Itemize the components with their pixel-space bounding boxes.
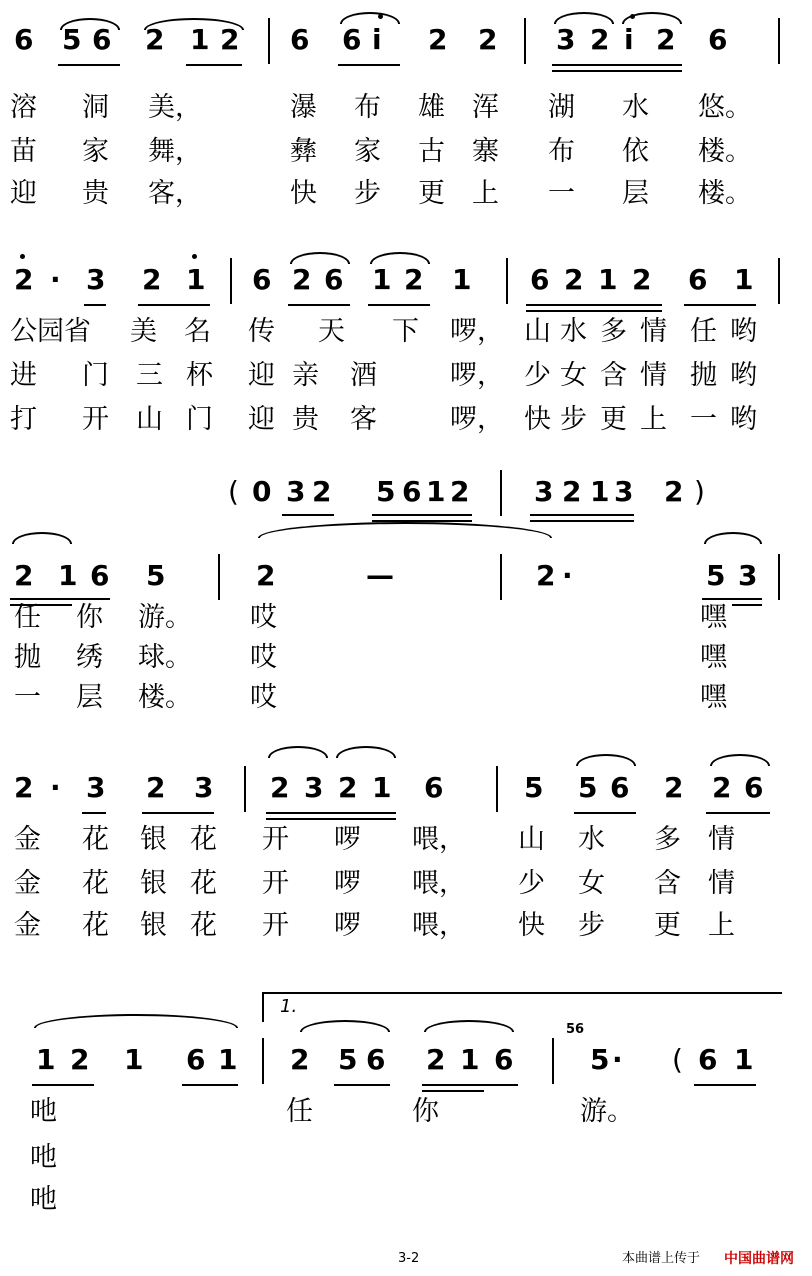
lyric-syllable: 你 xyxy=(412,1096,439,1127)
lyric-line xyxy=(0,310,812,354)
note: 2 xyxy=(290,1043,310,1076)
note: 2 xyxy=(70,1043,90,1076)
lyric-syllable: 迎 xyxy=(10,178,37,209)
score-row-1 xyxy=(0,0,812,60)
paren: ( xyxy=(672,1043,683,1076)
lyric-syllable: 嘿 xyxy=(700,642,727,673)
slur xyxy=(34,1014,238,1028)
lyric-syllable: 家 xyxy=(354,136,381,167)
lyric-syllable: 银 xyxy=(140,910,167,941)
note: 1 xyxy=(426,475,446,508)
lyric-syllable: 开 xyxy=(262,824,289,855)
paren: ) xyxy=(694,475,705,508)
note: 2 xyxy=(656,23,676,56)
lyric-syllable: 花 xyxy=(190,824,217,855)
lyric-syllable: 楼。 xyxy=(698,178,752,209)
underline xyxy=(422,1084,518,1086)
lyric-syllable: 哟 xyxy=(730,360,757,391)
lyric-line xyxy=(0,676,812,720)
lyric-syllable: 一 xyxy=(548,178,575,209)
lyric-syllable: 花 xyxy=(190,910,217,941)
note: 6 xyxy=(92,23,112,56)
note: 3 xyxy=(86,263,106,296)
lyric-syllable: 传 xyxy=(248,316,275,347)
note: 0 xyxy=(252,475,272,508)
lyric-syllable: 快 xyxy=(290,178,317,209)
note: 2 xyxy=(590,23,610,56)
lyric-line xyxy=(0,130,812,174)
lyric-line xyxy=(0,862,812,906)
note: 5 xyxy=(706,559,726,592)
lyric-syllable: 任 xyxy=(690,316,717,347)
lyric-line xyxy=(0,172,812,216)
lyric-syllable: 金 xyxy=(14,910,41,941)
lyric-syllable: 苗 xyxy=(10,136,37,167)
note: 1 xyxy=(734,1043,754,1076)
lyric-syllable: 舞， xyxy=(148,136,202,167)
score-row-5 xyxy=(0,1020,812,1080)
lyric-syllable: 山 xyxy=(524,316,551,347)
slur xyxy=(336,746,396,758)
lyric-syllable: 啰 xyxy=(334,824,361,855)
note: 2 xyxy=(142,263,162,296)
barline xyxy=(218,554,220,600)
note: 3 xyxy=(556,23,576,56)
slur xyxy=(268,746,328,758)
lyric-syllable: 喂， xyxy=(412,824,466,855)
lyric-syllable: 洞 xyxy=(82,92,109,123)
note: 1 xyxy=(124,1043,144,1076)
note: 5 xyxy=(524,771,544,804)
lyric-syllable: 多 xyxy=(600,316,627,347)
lyric-syllable: 啰 xyxy=(334,910,361,941)
lyric-syllable: 任 xyxy=(286,1096,313,1127)
lyric-syllable: 情 xyxy=(708,824,735,855)
note: 2 xyxy=(145,23,165,56)
volta-bracket-edge xyxy=(262,992,264,1022)
note: 6 xyxy=(366,1043,386,1076)
note: 6 xyxy=(688,263,708,296)
lyric-syllable: 少 xyxy=(518,868,545,899)
lyric-syllable: 哟 xyxy=(730,316,757,347)
note: 2 xyxy=(564,263,584,296)
lyric-syllable: 家 xyxy=(82,136,109,167)
slur xyxy=(340,12,400,24)
note: 1 xyxy=(218,1043,238,1076)
note: 6 xyxy=(186,1043,206,1076)
lyric-syllable: 抛 xyxy=(14,642,41,673)
lyric-syllable: 快 xyxy=(518,910,545,941)
lyric-syllable: 女 xyxy=(578,868,605,899)
lyric-syllable: 快 xyxy=(524,404,551,435)
note: · xyxy=(562,559,573,592)
note: 2 xyxy=(270,771,290,804)
lyric-syllable: 吔 xyxy=(30,1142,57,1173)
note: 1 xyxy=(372,263,392,296)
underline xyxy=(186,64,242,66)
underline xyxy=(182,1084,238,1086)
grace-notes: 56 xyxy=(566,1022,585,1037)
note: 2 xyxy=(220,23,240,56)
lyric-syllable: 酒 xyxy=(350,360,377,391)
note: 6 xyxy=(424,771,444,804)
underline xyxy=(282,514,334,516)
lyric-syllable: 亲 xyxy=(292,360,319,391)
note: 5 xyxy=(146,559,166,592)
note: 6 xyxy=(698,1043,718,1076)
note: · xyxy=(50,263,61,296)
underline xyxy=(338,64,400,66)
lyric-syllable: 哎 xyxy=(250,682,277,713)
lyric-syllable: 上 xyxy=(472,178,499,209)
lyric-syllable: 浑 xyxy=(472,92,499,123)
underline xyxy=(552,64,682,66)
lyric-syllable: 溶 xyxy=(10,92,37,123)
lyric-syllable: 名 xyxy=(184,316,211,347)
lyric-syllable: 彝 xyxy=(290,136,317,167)
lyric-syllable: 贵 xyxy=(82,178,109,209)
lyric-syllable: 含 xyxy=(654,868,681,899)
underline xyxy=(32,1084,94,1086)
barline xyxy=(524,18,526,64)
lyric-syllable: 金 xyxy=(14,824,41,855)
note: 2 xyxy=(338,771,358,804)
note: 6 xyxy=(708,23,728,56)
score-row-4 xyxy=(0,748,812,808)
note: 2 xyxy=(664,771,684,804)
slur xyxy=(424,1020,514,1032)
lyric-syllable: 寨 xyxy=(472,136,499,167)
underline xyxy=(142,812,214,814)
note: 3 xyxy=(194,771,214,804)
note: 2 xyxy=(536,559,556,592)
lyric-syllable: 步 xyxy=(354,178,381,209)
high-octave-dot xyxy=(192,254,197,259)
lyric-syllable: 喂， xyxy=(412,868,466,899)
underline xyxy=(530,520,634,522)
note: 6 xyxy=(252,263,272,296)
lyric-syllable: 金 xyxy=(14,868,41,899)
site-logo: 中国曲谱网 xyxy=(724,1251,794,1267)
lyric-syllable: 上 xyxy=(708,910,735,941)
barline xyxy=(262,1038,264,1084)
note: 3 xyxy=(286,475,306,508)
note: 2 xyxy=(256,559,276,592)
note: 6 xyxy=(610,771,630,804)
lyric-syllable: 三 xyxy=(136,360,163,391)
slur xyxy=(554,12,614,24)
lyric-syllable: 楼。 xyxy=(138,682,192,713)
slur xyxy=(370,252,430,264)
note: 5 xyxy=(590,1043,610,1076)
note: 2 xyxy=(146,771,166,804)
lyric-line xyxy=(0,398,812,442)
note: 2 xyxy=(14,771,34,804)
lyric-syllable: 打 xyxy=(10,404,37,435)
note: 6 xyxy=(14,23,34,56)
lyric-syllable: 水 xyxy=(560,316,587,347)
lyric-syllable: 山 xyxy=(518,824,545,855)
note: 2 xyxy=(664,475,684,508)
slur xyxy=(576,754,636,766)
underline xyxy=(706,812,770,814)
note: 2 xyxy=(632,263,652,296)
note: 1 xyxy=(36,1043,56,1076)
note: 3 xyxy=(534,475,554,508)
lyric-syllable: 步 xyxy=(560,404,587,435)
score-row-3 xyxy=(0,536,812,596)
note: 2 xyxy=(14,263,34,296)
lyric-syllable: 哎 xyxy=(250,642,277,673)
slur xyxy=(300,1020,390,1032)
underline xyxy=(684,304,756,306)
note: 6 xyxy=(90,559,110,592)
note: i xyxy=(372,23,382,56)
lyric-syllable: 情 xyxy=(640,360,667,391)
underline xyxy=(574,812,636,814)
high-octave-dot xyxy=(20,254,25,259)
volta-number: 1. xyxy=(280,996,298,1017)
lyric-syllable: 步 xyxy=(578,910,605,941)
note: 2 xyxy=(712,771,732,804)
note: 1 xyxy=(372,771,392,804)
lyric-syllable: 抛 xyxy=(690,360,717,391)
note: 6 xyxy=(324,263,344,296)
lyric-syllable: 水 xyxy=(578,824,605,855)
lyric-syllable: 美， xyxy=(148,92,202,123)
lyric-line xyxy=(0,636,812,680)
lyric-syllable: 吔 xyxy=(30,1184,57,1215)
underline xyxy=(84,304,106,306)
note: 2 xyxy=(450,475,470,508)
lyric-syllable: 嘿 xyxy=(700,682,727,713)
note: 1 xyxy=(590,475,610,508)
underline xyxy=(372,514,472,516)
lyric-syllable: 情 xyxy=(640,316,667,347)
note: 1 xyxy=(452,263,472,296)
lyric-line xyxy=(0,354,812,398)
barline xyxy=(230,258,232,304)
lyric-syllable: 哎 xyxy=(250,602,277,633)
note: 2 xyxy=(312,475,332,508)
lyric-syllable: 更 xyxy=(654,910,681,941)
lyric-syllable: 少 xyxy=(524,360,551,391)
note: 2 xyxy=(478,23,498,56)
volta-bracket xyxy=(262,992,782,994)
note: 6 xyxy=(402,475,422,508)
lyric-line xyxy=(0,904,812,948)
note: 1 xyxy=(186,263,206,296)
underline xyxy=(552,70,682,72)
barline xyxy=(778,18,780,64)
slur xyxy=(12,532,72,544)
slur xyxy=(258,522,552,538)
lyric-syllable: 雄 xyxy=(418,92,445,123)
lyric-syllable: 情 xyxy=(708,868,735,899)
lyric-syllable: 层 xyxy=(76,682,103,713)
lyric-syllable: 球。 xyxy=(138,642,192,673)
note: 2 xyxy=(562,475,582,508)
note: 6 xyxy=(494,1043,514,1076)
underline xyxy=(288,304,350,306)
lyric-syllable: 门 xyxy=(82,360,109,391)
lyric-syllable: 依 xyxy=(622,136,649,167)
note: 6 xyxy=(342,23,362,56)
note: 3 xyxy=(738,559,758,592)
lyric-syllable: 布 xyxy=(548,136,575,167)
underline xyxy=(266,812,396,814)
lyric-syllable: 啰， xyxy=(450,316,504,347)
note: 2 xyxy=(426,1043,446,1076)
note: — xyxy=(366,559,394,592)
barline xyxy=(552,1038,554,1084)
lyric-syllable: 古 xyxy=(418,136,445,167)
lyric-syllable: 湖 xyxy=(548,92,575,123)
lyric-syllable: 绣 xyxy=(76,642,103,673)
page-number: 3-2 xyxy=(398,1251,420,1266)
slur xyxy=(710,754,770,766)
lyric-syllable: 公园省 xyxy=(10,316,91,347)
underline xyxy=(368,304,430,306)
note: · xyxy=(612,1043,623,1076)
lyric-syllable: 花 xyxy=(190,868,217,899)
note: 6 xyxy=(744,771,764,804)
lyric-syllable: 任 xyxy=(14,602,41,633)
underline xyxy=(334,1084,390,1086)
underline xyxy=(138,304,210,306)
underline xyxy=(82,812,106,814)
barline xyxy=(244,766,246,812)
lyric-syllable: 女 xyxy=(560,360,587,391)
lyric-syllable: 喂， xyxy=(412,910,466,941)
lyric-syllable: 上 xyxy=(640,404,667,435)
lyric-syllable: 含 xyxy=(600,360,627,391)
note: 5 xyxy=(376,475,396,508)
slur xyxy=(290,252,350,264)
note: 2 xyxy=(14,559,34,592)
lyric-syllable: 银 xyxy=(140,868,167,899)
lyric-syllable: 多 xyxy=(654,824,681,855)
lyric-syllable: 进 xyxy=(10,360,37,391)
paren: ( xyxy=(228,475,239,508)
lyric-syllable: 客， xyxy=(148,178,202,209)
lyric-syllable: 杯 xyxy=(186,360,213,391)
barline xyxy=(778,554,780,600)
lyric-syllable: 布 xyxy=(354,92,381,123)
note: 1 xyxy=(190,23,210,56)
note: 2 xyxy=(292,263,312,296)
lyric-syllable: 一 xyxy=(14,682,41,713)
note: 1 xyxy=(734,263,754,296)
barline xyxy=(500,554,502,600)
note: 5 xyxy=(578,771,598,804)
note: 2 xyxy=(428,23,448,56)
lyric-syllable: 你 xyxy=(76,602,103,633)
note: 3 xyxy=(304,771,324,804)
note: i xyxy=(624,23,634,56)
lyric-syllable: 层 xyxy=(622,178,649,209)
underline xyxy=(694,1084,756,1086)
lyric-syllable: 吔 xyxy=(30,1096,57,1127)
lyric-syllable: 啰 xyxy=(334,868,361,899)
slur xyxy=(704,532,762,544)
barline xyxy=(500,470,502,516)
lyric-syllable: 花 xyxy=(82,824,109,855)
lyric-line xyxy=(0,86,812,130)
underline xyxy=(526,304,662,306)
lyric-syllable: 门 xyxy=(186,404,213,435)
lyric-syllable: 更 xyxy=(418,178,445,209)
lyric-syllable: 天 xyxy=(318,316,345,347)
note: 5 xyxy=(62,23,82,56)
lyric-line xyxy=(0,818,812,862)
lyric-syllable: 迎 xyxy=(248,360,275,391)
barline xyxy=(778,258,780,304)
barline xyxy=(268,18,270,64)
lyric-syllable: 花 xyxy=(82,910,109,941)
lyric-syllable: 迎 xyxy=(248,404,275,435)
barline xyxy=(496,766,498,812)
lyric-syllable: 客 xyxy=(350,404,377,435)
lyric-syllable: 啰， xyxy=(450,404,504,435)
note: 6 xyxy=(530,263,550,296)
lyric-syllable: 花 xyxy=(82,868,109,899)
lyric-syllable: 嘿 xyxy=(700,602,727,633)
lyric-syllable: 瀑 xyxy=(290,92,317,123)
note: 3 xyxy=(614,475,634,508)
upload-credit: 本曲谱上传于 xyxy=(622,1251,701,1266)
lyric-syllable: 开 xyxy=(262,910,289,941)
note: 3 xyxy=(86,771,106,804)
underline xyxy=(58,64,120,66)
lyric-syllable: 啰， xyxy=(450,360,504,391)
note: 2 xyxy=(404,263,424,296)
lyric-syllable: 银 xyxy=(140,824,167,855)
score-row-2 xyxy=(0,240,812,300)
interlude-row xyxy=(0,452,812,512)
lyric-line xyxy=(0,1178,812,1222)
lyric-line xyxy=(0,1136,812,1180)
lyric-syllable: 下 xyxy=(392,316,419,347)
note: 1 xyxy=(598,263,618,296)
lyric-syllable: 水 xyxy=(622,92,649,123)
lyric-syllable: 山 xyxy=(136,404,163,435)
lyric-syllable: 更 xyxy=(600,404,627,435)
barline xyxy=(506,258,508,304)
lyric-syllable: 开 xyxy=(262,868,289,899)
note: · xyxy=(50,771,61,804)
lyric-syllable: 贵 xyxy=(292,404,319,435)
note: 6 xyxy=(290,23,310,56)
lyric-syllable: 美 xyxy=(130,316,157,347)
note: 1 xyxy=(58,559,78,592)
lyric-syllable: 哟 xyxy=(730,404,757,435)
note: 1 xyxy=(460,1043,480,1076)
lyric-line xyxy=(0,596,812,640)
lyric-syllable: 一 xyxy=(690,404,717,435)
lyric-syllable: 楼。 xyxy=(698,136,752,167)
note: 5 xyxy=(338,1043,358,1076)
lyric-syllable: 开 xyxy=(82,404,109,435)
lyric-syllable: 悠。 xyxy=(698,92,752,123)
lyric-line xyxy=(0,1090,812,1134)
lyric-syllable: 游。 xyxy=(580,1096,634,1127)
underline xyxy=(530,514,634,516)
lyric-syllable: 游。 xyxy=(138,602,192,633)
